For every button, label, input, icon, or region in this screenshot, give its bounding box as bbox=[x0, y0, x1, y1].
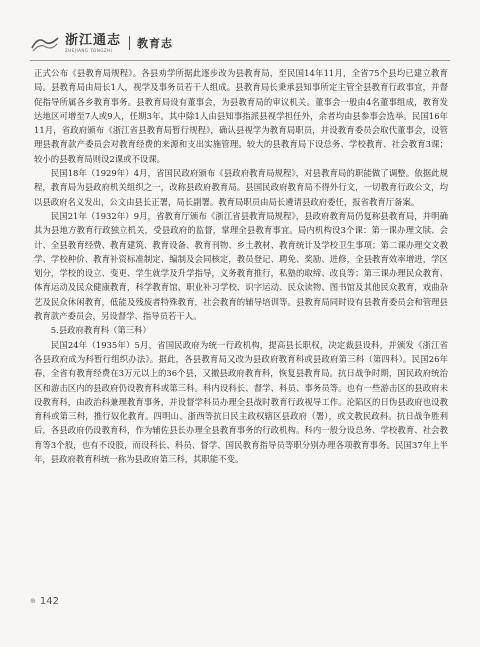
page-body bbox=[34, 66, 448, 466]
paragraph: 正式公布《县教育局规程》。各县劝学所据此逐步改为县教育局，至民国14年11月，全省75个县均已建立教育局。县教育局由局长1人，视学及事务员若干人组成。县教育局长秉承县知事所定主管全县教育行政事宜，并督促指导所属各乡教育事务。县教育局设有董事会，为县教育局的审议机关。董事会一般由4名董事组成，教育发达地区可增至7人或9人，任期3年。其中除1人由县知事指派县视学担任外，余者均由县参事会选举。民国16年11月，省政府颁布《浙江省县教育局暂行规程》，确认县视学为教育局职员，并设教育委员会取代董事会，设管理县教育款产委员会对教育经费的来源和支出实施管理。较大的县教育局下设总务、学校教育、社会教育3课；较小的县教育局则设2课或不设课。 bbox=[34, 68, 448, 164]
paragraph: 民国24年（1935年）5月，省国民政府为统一行政机构，提高县长职权，决定裁县设科，并颁发《浙江省各县政府成为科暂行组织办法》。据此，各县教育局又改为县政府教育科或县政府第三科（第四科）。民国26年春，全省有教育经费在3万元以上的36个县，又撤县政府教育科，恢复县教育局。抗日战争时期，国民政府统治区和游击区内的县政府仍设教育科或第三科。科内设科长、督学、科员、事务员等。也有一些游击区的县政府未设教育科，由政治科兼理教育事务，并设督学科员办理全县战时教育行政视导工作。沦陷区的日伪县政府也设教育科或第三科，推行奴化教育。四明山、浙西等抗日民主政权辖区县政府（署），或文教民政科。抗日战争胜利后，各县政府仍设教育科，作为辅佐县长办理全县教育事务的行政机构。科内一般分设总务、学校教育、社会教育等3个股，也有不设股，而设科长、科员、督学、国民教育指导员等职分别办理各项教育事务。民国37年上半年，县政府教育科统一称为县政府第三科，其职能不变。 bbox=[34, 339, 448, 465]
footer-marker-icon: ⊕ bbox=[30, 597, 36, 605]
page-number: 142 bbox=[39, 595, 59, 607]
page-footer bbox=[30, 594, 59, 608]
section-title: 教育志 bbox=[137, 37, 174, 50]
brand-title: 浙江通志 bbox=[65, 32, 122, 48]
page-header bbox=[30, 26, 450, 60]
zhejiang-tongzhi-logo-icon bbox=[30, 32, 60, 54]
brand-subtitle: ZHEJIANG TONGZHI bbox=[65, 47, 113, 53]
header-divider bbox=[129, 36, 130, 50]
paragraph: 民国21年（1932年）9月，省教育厅颁布《浙江省县教育局规程》，县政府教育局仍复称县教育局，并明确其为县地方教育行政独立机关，受县政府的监督，掌理全县教育事宜。局内机构设3个课：第一课办理文牍、会计、全县教育经费、教育建筑、教育设备、教育刊物、乡土教材、教育统计及学校卫生事项；第二课办理交文教学、学校种价、教育补资标准制定、编制及会同核定，教员登记、聘免、奖励、进修，全县教育效率增进，学区划分，学校的设立、变更、学生就学及升学指导，义务教育推行，私塾的取缔、改良等；第三课办理民众教育、体育运动及民众健康教育，科学教育馆、职业补习学校、识字运动、民众读物、图书馆及其他民众教育，戏曲杂艺及民众休闲教育，低能及残废者特殊教育，社会教育的辅导培训等。县教育局同时设有县教育委员会和管理县教育款产委员会，另设督学、指导员若干人。 bbox=[34, 210, 448, 322]
header-rule bbox=[30, 60, 450, 61]
subheading: 5.县政府教育科（第三科） bbox=[50, 325, 151, 336]
paragraph: 民国18年（1929年）4月，省国民政府颁布《县政府教育局规程》，对县教育局的职能做了调整。依据此规程，教育局为县政府机关组织之一，改称县政府教育局。县国民政府教育局不得外行文，一切教育行政公文，均以县政府名义发出，公文由县长正署，局长副署。教育局职员由局长遴请县政府委任，报省教育厅备案。 bbox=[34, 168, 448, 207]
brand-block bbox=[65, 34, 121, 53]
